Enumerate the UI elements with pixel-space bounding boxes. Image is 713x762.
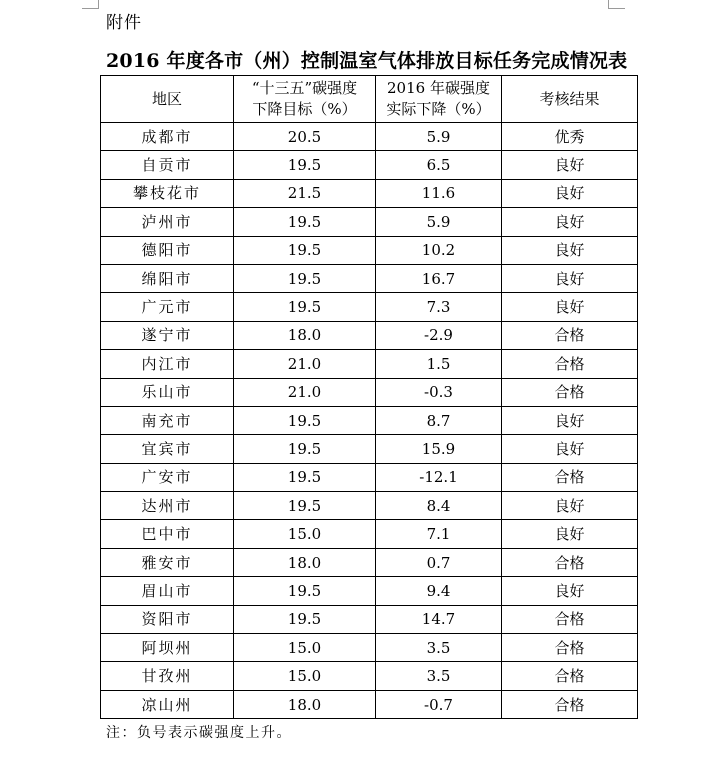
table-row — [101, 236, 638, 264]
cell-result: 良好 — [502, 577, 638, 605]
cell-target: 19.5 — [234, 293, 376, 321]
table-row — [101, 179, 638, 207]
cell-region: 资阳市 — [101, 605, 234, 633]
cell-target: 19.5 — [234, 406, 376, 434]
cell-target: 19.5 — [234, 208, 376, 236]
table-row — [101, 293, 638, 321]
cell-actual: 9.4 — [376, 577, 502, 605]
cell-actual: 5.9 — [376, 208, 502, 236]
cell-target: 15.0 — [234, 520, 376, 548]
table-row — [101, 492, 638, 520]
cell-actual: 10.2 — [376, 236, 502, 264]
cell-target: 19.5 — [234, 577, 376, 605]
cell-region: 绵阳市 — [101, 264, 234, 292]
cell-result: 良好 — [502, 151, 638, 179]
footnote: 注：负号表示碳强度上升。 — [106, 725, 292, 741]
table-row — [101, 520, 638, 548]
header-actual-line1: 2016 年碳强度 — [387, 79, 490, 97]
cell-result: 合格 — [502, 548, 638, 576]
cell-actual: 0.7 — [376, 548, 502, 576]
table-row — [101, 350, 638, 378]
table-row — [101, 321, 638, 349]
cell-target: 19.5 — [234, 264, 376, 292]
cell-actual: 3.5 — [376, 662, 502, 690]
cell-actual: 6.5 — [376, 151, 502, 179]
header-actual-line2: 实际下降（%） — [386, 100, 491, 118]
header-region: 地区 — [101, 76, 234, 123]
header-row — [101, 76, 638, 123]
cell-actual: 11.6 — [376, 179, 502, 207]
table-row — [101, 123, 638, 151]
cell-result: 合格 — [502, 662, 638, 690]
cell-actual: 8.7 — [376, 406, 502, 434]
cell-target: 15.0 — [234, 662, 376, 690]
header-target — [234, 76, 376, 123]
cell-result: 优秀 — [502, 123, 638, 151]
document-title: 2016 年度各市（州）控制温室气体排放目标任务完成情况表 — [106, 50, 628, 72]
cell-region: 内江市 — [101, 350, 234, 378]
cell-actual: -0.7 — [376, 690, 502, 718]
cell-result: 合格 — [502, 605, 638, 633]
cell-region: 眉山市 — [101, 577, 234, 605]
cell-region: 巴中市 — [101, 520, 234, 548]
cell-region: 宜宾市 — [101, 435, 234, 463]
cell-region: 遂宁市 — [101, 321, 234, 349]
table-row — [101, 662, 638, 690]
table-row — [101, 406, 638, 434]
cell-result: 合格 — [502, 350, 638, 378]
cell-result: 良好 — [502, 264, 638, 292]
cell-region: 雅安市 — [101, 548, 234, 576]
table-row — [101, 264, 638, 292]
cell-actual: 3.5 — [376, 634, 502, 662]
assessment-table — [100, 75, 638, 719]
cell-result: 合格 — [502, 463, 638, 491]
cell-result: 合格 — [502, 690, 638, 718]
cell-region: 泸州市 — [101, 208, 234, 236]
header-actual — [376, 76, 502, 123]
cell-target: 18.0 — [234, 548, 376, 576]
cell-region: 阿坝州 — [101, 634, 234, 662]
cell-region: 南充市 — [101, 406, 234, 434]
cell-target: 19.5 — [234, 605, 376, 633]
cell-target: 19.5 — [234, 463, 376, 491]
cell-target: 21.0 — [234, 378, 376, 406]
cell-region: 甘孜州 — [101, 662, 234, 690]
table-row — [101, 378, 638, 406]
page-corner-mark-left — [82, 0, 99, 9]
table-row — [101, 151, 638, 179]
cell-result: 良好 — [502, 236, 638, 264]
cell-region: 成都市 — [101, 123, 234, 151]
attachment-label: 附件 — [106, 13, 142, 33]
cell-target: 19.5 — [234, 492, 376, 520]
table-row — [101, 577, 638, 605]
cell-actual: 15.9 — [376, 435, 502, 463]
header-target-line1: “十三五”碳强度 — [251, 79, 358, 97]
cell-result: 合格 — [502, 378, 638, 406]
cell-actual: 1.5 — [376, 350, 502, 378]
cell-target: 20.5 — [234, 123, 376, 151]
cell-region: 达州市 — [101, 492, 234, 520]
cell-region: 德阳市 — [101, 236, 234, 264]
cell-target: 18.0 — [234, 321, 376, 349]
cell-actual: 7.1 — [376, 520, 502, 548]
table-row — [101, 435, 638, 463]
header-result: 考核结果 — [502, 76, 638, 123]
table-row — [101, 690, 638, 718]
cell-region: 乐山市 — [101, 378, 234, 406]
cell-actual: 16.7 — [376, 264, 502, 292]
cell-result: 良好 — [502, 208, 638, 236]
cell-region: 攀枝花市 — [101, 179, 234, 207]
cell-actual: -2.9 — [376, 321, 502, 349]
cell-target: 18.0 — [234, 690, 376, 718]
cell-actual: 5.9 — [376, 123, 502, 151]
cell-result: 合格 — [502, 634, 638, 662]
cell-result: 良好 — [502, 293, 638, 321]
table-body — [101, 123, 638, 719]
table-row — [101, 463, 638, 491]
cell-target: 15.0 — [234, 634, 376, 662]
table-row — [101, 634, 638, 662]
table-header — [101, 76, 638, 123]
cell-region: 广安市 — [101, 463, 234, 491]
cell-target: 21.0 — [234, 350, 376, 378]
cell-actual: 14.7 — [376, 605, 502, 633]
cell-result: 良好 — [502, 520, 638, 548]
table-row — [101, 208, 638, 236]
cell-actual: -0.3 — [376, 378, 502, 406]
cell-actual: 7.3 — [376, 293, 502, 321]
table-row — [101, 548, 638, 576]
cell-target: 19.5 — [234, 435, 376, 463]
cell-result: 良好 — [502, 492, 638, 520]
cell-result: 良好 — [502, 435, 638, 463]
cell-result: 良好 — [502, 179, 638, 207]
cell-actual: -12.1 — [376, 463, 502, 491]
cell-actual: 8.4 — [376, 492, 502, 520]
cell-region: 凉山州 — [101, 690, 234, 718]
cell-result: 合格 — [502, 321, 638, 349]
cell-target: 19.5 — [234, 151, 376, 179]
cell-target: 21.5 — [234, 179, 376, 207]
cell-result: 良好 — [502, 406, 638, 434]
cell-target: 19.5 — [234, 236, 376, 264]
cell-region: 自贡市 — [101, 151, 234, 179]
table-row — [101, 605, 638, 633]
cell-region: 广元市 — [101, 293, 234, 321]
header-target-line2: 下降目标（%） — [252, 100, 357, 118]
page-corner-mark-right — [608, 0, 625, 9]
